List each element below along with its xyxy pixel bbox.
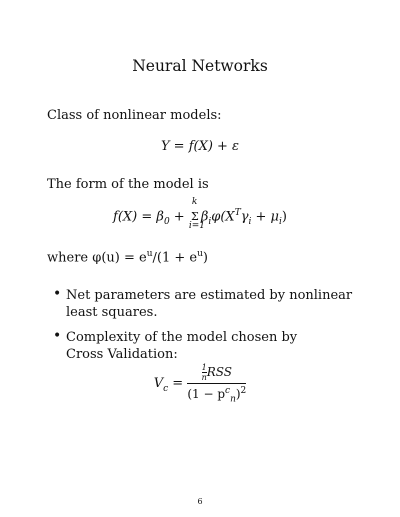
where-text (47, 249, 208, 265)
where-main: where φ(u) = e (47, 250, 147, 266)
den-pow: 2 (240, 386, 247, 396)
sum-symbol: Σ (190, 210, 199, 224)
bullet-line: Net parameters are estimated by nonlinear (66, 288, 353, 303)
page-number: 6 (197, 497, 203, 506)
bullet-icon: • (53, 286, 62, 302)
bullet-line: least squares. (66, 305, 158, 320)
where-mid: /(1 + e (152, 250, 198, 266)
eq-gamma-sub: i (248, 216, 252, 227)
summation (188, 197, 205, 232)
eq-gamma: γ (240, 209, 249, 225)
bullet-line: Cross Validation: (66, 347, 178, 362)
den-open: (1 − p (187, 387, 226, 401)
eq-plus-mu: + μ (251, 209, 279, 225)
sum-top: k (191, 197, 198, 208)
eq-b0-sub: 0 (163, 216, 170, 227)
eq-close: ) (281, 209, 287, 225)
page-title: Neural Networks (132, 57, 268, 75)
equation-model: Y = f(X) + ε (160, 139, 240, 154)
bullet-line: Complexity of the model chosen by (66, 330, 298, 345)
eq-lhs: f(X) = β (113, 209, 164, 225)
coef-top: 1 (201, 363, 207, 372)
eq3-lhs: V (153, 376, 164, 392)
den-close: ) (235, 387, 241, 401)
intro-text: Class of nonlinear models: (47, 108, 222, 123)
bullet-item (66, 287, 352, 321)
eq-phi: φ(X (211, 209, 235, 225)
den-sup: c (225, 386, 231, 396)
fraction (187, 363, 246, 404)
form-text: The form of the model is (47, 177, 209, 192)
eq-plus: + (169, 209, 189, 225)
sum-bottom: i=1 (188, 221, 205, 232)
eq3-lhs-sub: c (163, 383, 169, 394)
eq-term-sub: i (208, 216, 212, 227)
where-sup: u (146, 249, 153, 259)
bullet-icon: • (53, 328, 62, 344)
eq-term: β (200, 209, 209, 225)
where-close: ) (202, 250, 208, 266)
where-sup2: u (197, 249, 203, 259)
coef-bottom: n (201, 373, 207, 382)
eq-mu-sub: i (278, 216, 282, 227)
equation-form (0, 197, 400, 232)
equation-cv (0, 363, 400, 404)
bullet-item (66, 329, 297, 363)
fraction-denominator (187, 384, 246, 404)
eq3-eq: = (168, 376, 188, 392)
eq-sup-t: T (234, 208, 241, 218)
den-sub: n (230, 394, 236, 405)
rss-text: RSS (206, 365, 233, 379)
fraction-numerator (187, 363, 246, 384)
